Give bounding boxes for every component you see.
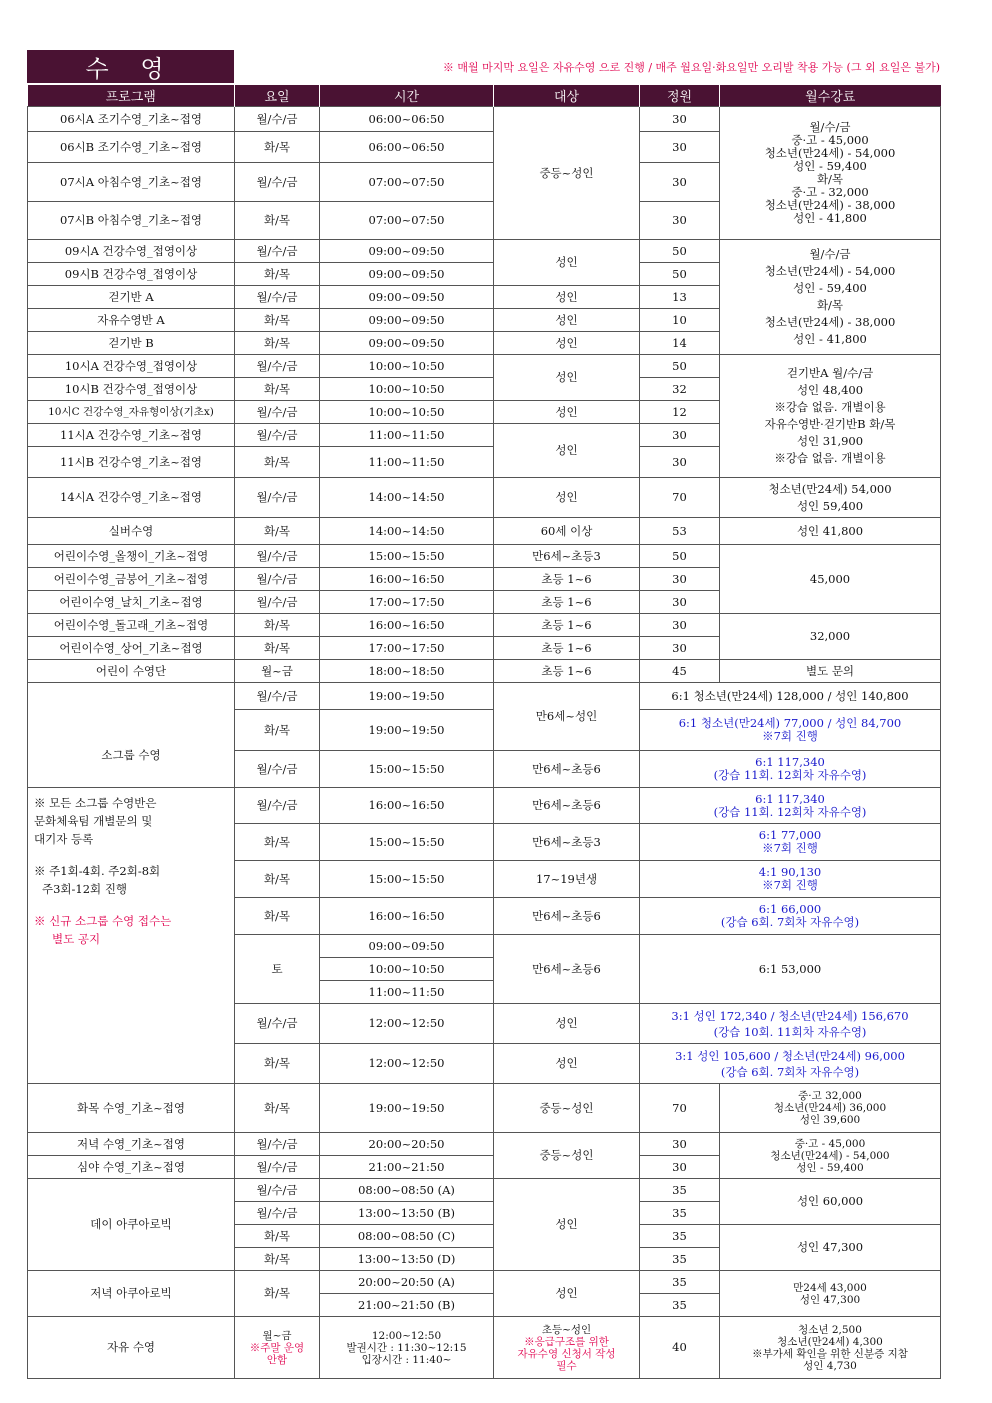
time-cell: 09:00~09:50 bbox=[320, 286, 494, 309]
day-cell: 화/목 bbox=[235, 861, 320, 898]
day-cell: 화/목 bbox=[235, 824, 320, 861]
day-cell: 화/목 bbox=[235, 518, 320, 545]
time-cell: 19:00~19:50 bbox=[320, 1084, 494, 1133]
target-cell: 성인 bbox=[494, 286, 640, 309]
table-row bbox=[28, 683, 941, 710]
day-cell: 화/목 bbox=[235, 309, 320, 332]
fee-cell: 6:1 66,000 (강습 6회. 7회차 자유수영) bbox=[640, 898, 941, 935]
time-cell: 10:00~10:50 bbox=[320, 401, 494, 424]
target-cell: 중등~성인 bbox=[494, 107, 640, 240]
fee-cell: 45,000 bbox=[720, 545, 941, 614]
capacity-cell: 50 bbox=[640, 355, 720, 378]
capacity-cell: 13 bbox=[640, 286, 720, 309]
capacity-cell: 30 bbox=[640, 637, 720, 660]
capacity-cell: 10 bbox=[640, 309, 720, 332]
fee-cell: 걷기반A 월/수/금 성인 48,400 ※강습 없음. 개별이용 자유수영반·걷기반B 화/목 성인 31,900 ※강습 없음. 개별이용 bbox=[720, 355, 941, 478]
header-day: 요일 bbox=[235, 85, 320, 107]
capacity-cell: 30 bbox=[640, 614, 720, 637]
time-cell: 09:00~09:50 bbox=[320, 309, 494, 332]
time-cell: 07:00~07:50 bbox=[320, 163, 494, 202]
day-cell: 월/수/금 bbox=[235, 355, 320, 378]
time-cell: 12:00~12:50 발권시간 : 11:30~12:15 입장시간 : 11:40~ bbox=[320, 1317, 494, 1379]
day-cell: 월/수/금 bbox=[235, 107, 320, 132]
program-cell: 어린이수영_금붕어_기초~접영 bbox=[28, 568, 235, 591]
time-cell: 16:00~16:50 bbox=[320, 568, 494, 591]
time-cell: 06:00~06:50 bbox=[320, 107, 494, 132]
fee-cell: 6:1 117,340 (강습 11회. 12회차 자유수영) bbox=[640, 788, 941, 824]
day-cell: 화/목 bbox=[235, 132, 320, 163]
program-cell: 07시A 아침수영_기초~접영 bbox=[28, 163, 235, 202]
program-cell: 어린이수영_상어_기초~접영 bbox=[28, 637, 235, 660]
day-cell: 월/수/금 bbox=[235, 163, 320, 202]
section-title: 수 영 bbox=[27, 50, 234, 83]
table-row bbox=[28, 614, 941, 637]
program-cell: 자유 수영 bbox=[28, 1317, 235, 1379]
target-cell: 성인 bbox=[494, 332, 640, 355]
table-row bbox=[28, 1271, 941, 1294]
time-cell: 20:00~20:50 (A) bbox=[320, 1271, 494, 1294]
header-capacity: 정원 bbox=[640, 85, 720, 107]
fee-cell: 성인 41,800 bbox=[720, 518, 941, 545]
day-cell: 월/수/금 bbox=[235, 1202, 320, 1225]
day-cell: 월/수/금 bbox=[235, 286, 320, 309]
time-cell: 18:00~18:50 bbox=[320, 660, 494, 683]
capacity-cell: 30 bbox=[640, 591, 720, 614]
capacity-cell: 35 bbox=[640, 1179, 720, 1202]
fee-cell: 성인 60,000 bbox=[720, 1179, 941, 1225]
time-cell: 09:00~09:50 bbox=[320, 263, 494, 286]
day-cell: 화/목 bbox=[235, 898, 320, 935]
day-cell: 화/목 bbox=[235, 332, 320, 355]
program-cell: 걷기반 A bbox=[28, 286, 235, 309]
capacity-cell: 30 bbox=[640, 424, 720, 447]
target-cell: 60세 이상 bbox=[494, 518, 640, 545]
capacity-cell: 30 bbox=[640, 202, 720, 240]
fee-cell: 6:1 청소년(만24세) 128,000 / 성인 140,800 bbox=[640, 683, 941, 710]
day-cell: 화/목 bbox=[235, 1248, 320, 1271]
capacity-cell: 32 bbox=[640, 378, 720, 401]
time-cell: 15:00~15:50 bbox=[320, 824, 494, 861]
day-cell: 월/수/금 bbox=[235, 1179, 320, 1202]
day-cell: 화/목 bbox=[235, 1225, 320, 1248]
day-cell: 월/수/금 bbox=[235, 478, 320, 518]
target-cell: 만6세~초등3 bbox=[494, 824, 640, 861]
time-cell: 08:00~08:50 (A) bbox=[320, 1179, 494, 1202]
day-cell: 월/수/금 bbox=[235, 240, 320, 263]
capacity-cell: 30 bbox=[640, 447, 720, 478]
time-cell: 06:00~06:50 bbox=[320, 132, 494, 163]
target-cell: 만6세~초등6 bbox=[494, 751, 640, 788]
time-cell: 10:00~10:50 bbox=[320, 378, 494, 401]
capacity-cell: 70 bbox=[640, 1084, 720, 1133]
target-cell: 성인 bbox=[494, 240, 640, 286]
fee-cell: 중·고 32,000 청소년(만24세) 36,000 성인 39,600 bbox=[720, 1084, 941, 1133]
capacity-cell: 35 bbox=[640, 1294, 720, 1317]
fee-cell: 6:1 117,340 (강습 11회. 12회차 자유수영) bbox=[640, 751, 941, 788]
day-cell: 화/목 bbox=[235, 378, 320, 401]
capacity-cell: 12 bbox=[640, 401, 720, 424]
day-cell: 월~금 ※주말 운영 안함 bbox=[235, 1317, 320, 1379]
capacity-cell: 40 bbox=[640, 1317, 720, 1379]
table-row bbox=[28, 355, 941, 378]
program-cell: 09시A 건강수영_접영이상 bbox=[28, 240, 235, 263]
time-cell: 14:00~14:50 bbox=[320, 518, 494, 545]
program-cell: 10시C 건강수영_자유형이상(기초x) bbox=[28, 401, 235, 424]
time-cell: 12:00~12:50 bbox=[320, 1004, 494, 1044]
day-cell: 월/수/금 bbox=[235, 1156, 320, 1179]
time-cell: 11:00~11:50 bbox=[320, 447, 494, 478]
target-cell: 초등 1~6 bbox=[494, 568, 640, 591]
time-cell: 17:00~17:50 bbox=[320, 637, 494, 660]
fee-cell: 3:1 성인 105,600 / 청소년(만24세) 96,000 (강습 6회. 7회차 자유수영) bbox=[640, 1044, 941, 1084]
capacity-cell: 30 bbox=[640, 1133, 720, 1156]
time-cell: 15:00~15:50 bbox=[320, 545, 494, 568]
program-cell: 데이 아쿠아로빅 bbox=[28, 1179, 235, 1271]
program-cell: 어린이수영_올챙이_기초~접영 bbox=[28, 545, 235, 568]
capacity-cell: 53 bbox=[640, 518, 720, 545]
program-cell: 화목 수영_기초~접영 bbox=[28, 1084, 235, 1133]
time-cell: 13:00~13:50 (D) bbox=[320, 1248, 494, 1271]
table-row bbox=[28, 1179, 941, 1202]
notice-text: ※ 매월 마지막 요일은 자유수영 으로 진행 / 매주 월요일·화요일만 오리발 착용 가능 (그 외 요일은 불가) bbox=[442, 61, 940, 74]
day-cell: 화/목 bbox=[235, 637, 320, 660]
program-cell: 06시A 조기수영_기초~접영 bbox=[28, 107, 235, 132]
day-cell: 월~금 bbox=[235, 660, 320, 683]
time-cell: 19:00~19:50 bbox=[320, 683, 494, 710]
time-cell: 09:00~09:50 bbox=[320, 240, 494, 263]
time-cell: 13:00~13:50 (B) bbox=[320, 1202, 494, 1225]
target-cell: 성인 bbox=[494, 401, 640, 424]
time-cell: 14:00~14:50 bbox=[320, 478, 494, 518]
table-row bbox=[28, 107, 941, 132]
day-cell: 화/목 bbox=[235, 1271, 320, 1317]
day-cell: 월/수/금 bbox=[235, 424, 320, 447]
program-cell: 실버수영 bbox=[28, 518, 235, 545]
fee-cell: 월/수/금 중·고 - 45,000 청소년(만24세) - 54,000 성인 - 59,400 화/목 중·고 - 32,000 청소년(만24세) - 38,000 성인 - 41,800 bbox=[720, 107, 941, 240]
target-cell: 중등~성인 bbox=[494, 1084, 640, 1133]
time-cell: 09:00~09:50 10:00~10:50 11:00~11:50 bbox=[320, 935, 494, 1004]
capacity-cell: 50 bbox=[640, 545, 720, 568]
capacity-cell: 30 bbox=[640, 107, 720, 132]
time-cell: 08:00~08:50 (C) bbox=[320, 1225, 494, 1248]
time-cell: 15:00~15:50 bbox=[320, 751, 494, 788]
capacity-cell: 35 bbox=[640, 1271, 720, 1294]
target-cell: 만6세~초등6 bbox=[494, 788, 640, 824]
fee-cell: 월/수/금 청소년(만24세) - 54,000 성인 - 59,400 화/목 청소년(만24세) - 38,000 성인 - 41,800 bbox=[720, 240, 941, 355]
target-cell: 초등 1~6 bbox=[494, 614, 640, 637]
time-cell: 20:00~20:50 bbox=[320, 1133, 494, 1156]
time-cell: 21:00~21:50 (B) bbox=[320, 1294, 494, 1317]
program-cell: 10시A 건강수영_접영이상 bbox=[28, 355, 235, 378]
time-cell: 15:00~15:50 bbox=[320, 861, 494, 898]
program-cell: 07시B 아침수영_기초~접영 bbox=[28, 202, 235, 240]
fee-cell: 중·고 - 45,000 청소년(만24세) - 54,000 성인 - 59,400 bbox=[720, 1133, 941, 1179]
program-cell: 09시B 건강수영_접영이상 bbox=[28, 263, 235, 286]
fee-cell: 청소년(만24세) 54,000 성인 59,400 bbox=[720, 478, 941, 518]
target-cell: 만6세~성인 bbox=[494, 683, 640, 751]
day-cell: 월/수/금 bbox=[235, 683, 320, 710]
program-cell: 어린이수영_날치_기초~접영 bbox=[28, 591, 235, 614]
target-cell: 성인 bbox=[494, 309, 640, 332]
program-cell: 11시B 건강수영_기초~접영 bbox=[28, 447, 235, 478]
header-target: 대상 bbox=[494, 85, 640, 107]
target-cell: 초등 1~6 bbox=[494, 591, 640, 614]
target-cell: 초등~성인 ※응급구조를 위한 자유수영 신청서 작성 필수 bbox=[494, 1317, 640, 1379]
capacity-cell: 45 bbox=[640, 660, 720, 683]
target-cell: 성인 bbox=[494, 1179, 640, 1271]
table-header-row bbox=[28, 85, 941, 107]
smallgroup-title-cell: 소그룹 수영 bbox=[28, 683, 235, 788]
table-row bbox=[28, 478, 941, 518]
time-cell: 19:00~19:50 bbox=[320, 710, 494, 751]
program-cell: 어린이 수영단 bbox=[28, 660, 235, 683]
day-cell: 월/수/금 bbox=[235, 568, 320, 591]
time-cell: 16:00~16:50 bbox=[320, 788, 494, 824]
fee-cell: 만24세 43,000 성인 47,300 bbox=[720, 1271, 941, 1317]
program-cell: 심야 수영_기초~접영 bbox=[28, 1156, 235, 1179]
capacity-cell: 30 bbox=[640, 163, 720, 202]
capacity-cell: 30 bbox=[640, 568, 720, 591]
target-cell: 성인 bbox=[494, 355, 640, 401]
day-cell: 화/목 bbox=[235, 710, 320, 751]
fee-cell: 3:1 성인 172,340 / 청소년(만24세) 156,670 (강습 10회. 11회차 자유수영) bbox=[640, 1004, 941, 1044]
target-cell: 성인 bbox=[494, 478, 640, 518]
day-cell: 월/수/금 bbox=[235, 401, 320, 424]
day-cell: 화/목 bbox=[235, 202, 320, 240]
time-cell: 21:00~21:50 bbox=[320, 1156, 494, 1179]
table-row bbox=[28, 545, 941, 568]
header-time: 시간 bbox=[320, 85, 494, 107]
day-cell: 화/목 bbox=[235, 447, 320, 478]
program-cell: 걷기반 B bbox=[28, 332, 235, 355]
target-cell: 만6세~초등3 bbox=[494, 545, 640, 568]
fee-cell: 32,000 bbox=[720, 614, 941, 660]
table-row bbox=[28, 1133, 941, 1156]
target-cell: 성인 bbox=[494, 1004, 640, 1044]
table-row bbox=[28, 240, 941, 263]
capacity-cell: 50 bbox=[640, 240, 720, 263]
day-cell: 토 bbox=[235, 935, 320, 1004]
header-program: 프로그램 bbox=[28, 85, 235, 107]
header-fee: 월수강료 bbox=[720, 85, 941, 107]
capacity-cell: 70 bbox=[640, 478, 720, 518]
program-cell: 저녁 아쿠아로빅 bbox=[28, 1271, 235, 1317]
capacity-cell: 14 bbox=[640, 332, 720, 355]
program-cell: 10시B 건강수영_접영이상 bbox=[28, 378, 235, 401]
target-cell: 성인 bbox=[494, 1271, 640, 1317]
day-cell: 화/목 bbox=[235, 614, 320, 637]
target-cell: 만6세~초등6 bbox=[494, 898, 640, 935]
time-cell: 16:00~16:50 bbox=[320, 614, 494, 637]
fee-cell: 청소년 2,500 청소년(만24세) 4,300 ※부가세 확인을 위한 신분증 지참 성인 4,730 bbox=[720, 1317, 941, 1379]
program-cell: 14시A 건강수영_기초~접영 bbox=[28, 478, 235, 518]
program-cell: 자유수영반 A bbox=[28, 309, 235, 332]
capacity-cell: 30 bbox=[640, 1156, 720, 1179]
fee-cell: 6:1 53,000 bbox=[640, 935, 941, 1004]
capacity-cell: 30 bbox=[640, 132, 720, 163]
day-cell: 월/수/금 bbox=[235, 751, 320, 788]
time-cell: 17:00~17:50 bbox=[320, 591, 494, 614]
fee-cell: 4:1 90,130 ※7회 진행 bbox=[640, 861, 941, 898]
capacity-cell: 50 bbox=[640, 263, 720, 286]
program-cell: 저녁 수영_기초~접영 bbox=[28, 1133, 235, 1156]
day-cell: 화/목 bbox=[235, 1044, 320, 1084]
fee-cell: 6:1 청소년(만24세) 77,000 / 성인 84,700 ※7회 진행 bbox=[640, 710, 941, 751]
target-cell: 초등 1~6 bbox=[494, 660, 640, 683]
smallgroup-notes-cell: ※ 모든 소그룹 수영반은 문화체육팀 개별문의 및 대기자 등록 ※ 주1회-4회. 주2회-8회 주3회-12회 진행 ※ 신규 소그룹 수영 접수는 별도 공지 bbox=[28, 788, 235, 1084]
table-row bbox=[28, 518, 941, 545]
target-cell: 만6세~초등6 bbox=[494, 935, 640, 1004]
target-cell: 성인 bbox=[494, 424, 640, 478]
day-cell: 월/수/금 bbox=[235, 545, 320, 568]
target-cell: 17~19년생 bbox=[494, 861, 640, 898]
time-cell: 09:00~09:50 bbox=[320, 332, 494, 355]
table-row bbox=[28, 1084, 941, 1133]
day-cell: 월/수/금 bbox=[235, 788, 320, 824]
day-cell: 월/수/금 bbox=[235, 591, 320, 614]
day-cell: 월/수/금 bbox=[235, 1004, 320, 1044]
time-cell: 07:00~07:50 bbox=[320, 202, 494, 240]
capacity-cell: 35 bbox=[640, 1225, 720, 1248]
program-cell: 어린이수영_돌고래_기초~접영 bbox=[28, 614, 235, 637]
capacity-cell: 35 bbox=[640, 1248, 720, 1271]
table-row bbox=[28, 660, 941, 683]
target-cell: 초등 1~6 bbox=[494, 637, 640, 660]
time-cell: 10:00~10:50 bbox=[320, 355, 494, 378]
table-row bbox=[28, 788, 941, 824]
schedule-table bbox=[27, 85, 941, 1379]
program-cell: 06시B 조기수영_기초~접영 bbox=[28, 132, 235, 163]
day-cell: 화/목 bbox=[235, 1084, 320, 1133]
day-cell: 월/수/금 bbox=[235, 1133, 320, 1156]
target-cell: 성인 bbox=[494, 1044, 640, 1084]
capacity-cell: 35 bbox=[640, 1202, 720, 1225]
fee-cell: 별도 문의 bbox=[720, 660, 941, 683]
time-cell: 11:00~11:50 bbox=[320, 424, 494, 447]
day-cell: 화/목 bbox=[235, 263, 320, 286]
table-row bbox=[28, 1317, 941, 1379]
program-cell: 11시A 건강수영_기초~접영 bbox=[28, 424, 235, 447]
target-cell: 중등~성인 bbox=[494, 1133, 640, 1179]
fee-cell: 6:1 77,000 ※7회 진행 bbox=[640, 824, 941, 861]
time-cell: 12:00~12:50 bbox=[320, 1044, 494, 1084]
fee-cell: 성인 47,300 bbox=[720, 1225, 941, 1271]
time-cell: 16:00~16:50 bbox=[320, 898, 494, 935]
